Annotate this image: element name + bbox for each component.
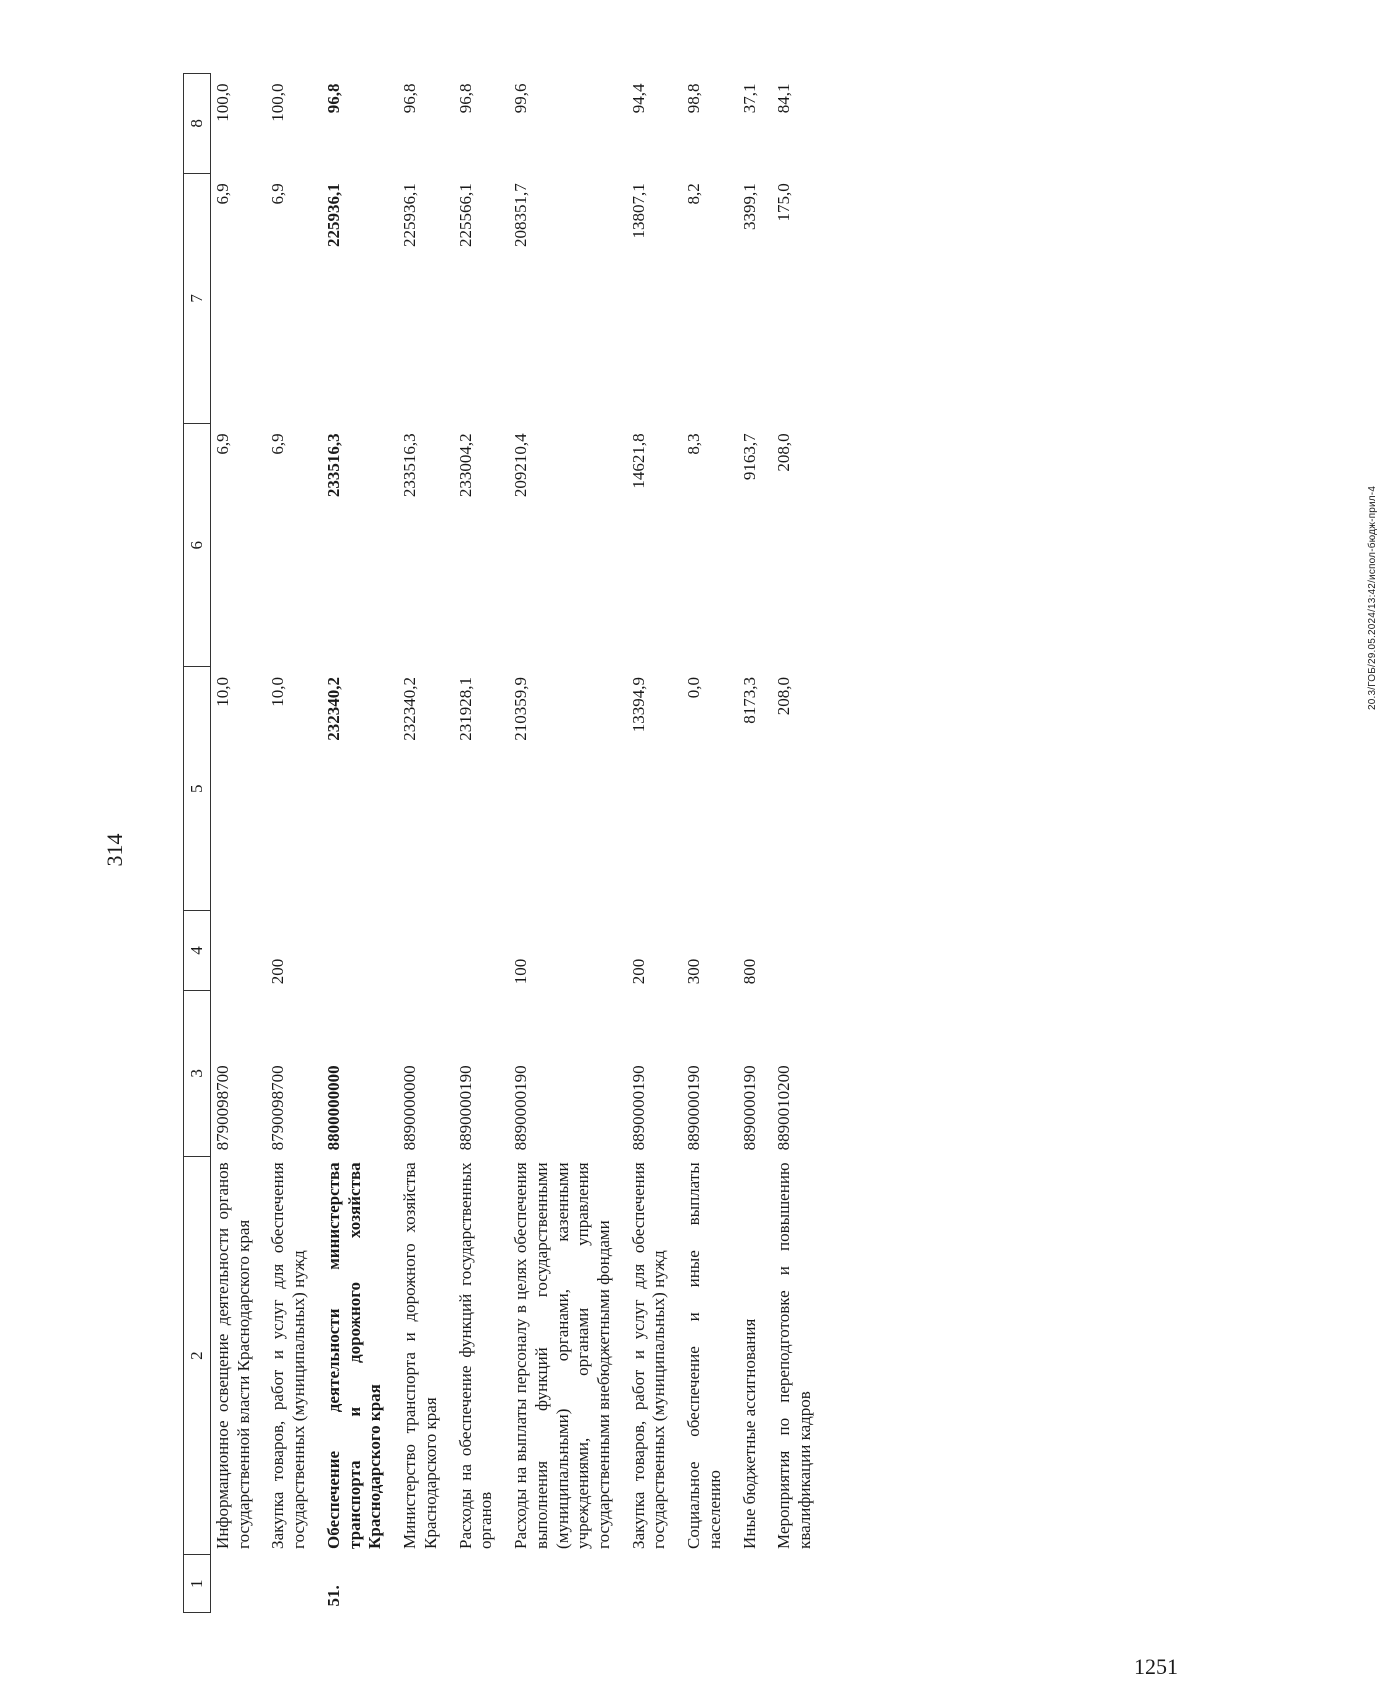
table-row <box>442 74 497 1613</box>
row-value-6: 6,9 <box>213 433 232 455</box>
row-value-7: 3399,1 <box>739 183 759 230</box>
table-body <box>184 74 816 1613</box>
header-cell: 2 <box>184 1156 211 1555</box>
row-code: 8800000000 <box>323 1065 343 1151</box>
row-number <box>442 1555 497 1613</box>
row-code: 8890000190 <box>511 1065 531 1151</box>
budget-table <box>183 73 816 1613</box>
row-code: 8890000190 <box>455 1065 475 1151</box>
row-name: Мероприятия по переподготовке и повышению квалификации кадров <box>774 1162 815 1549</box>
row-value-7: 13807,1 <box>628 183 648 239</box>
row-value-7: 6,9 <box>268 183 288 205</box>
row-value-8: 100,0 <box>213 83 232 122</box>
row-value-8: 96,8 <box>455 83 475 114</box>
row-value-7: 225566,1 <box>455 183 475 247</box>
table-row <box>670 74 725 1613</box>
row-number: 51. <box>323 1585 343 1607</box>
row-value-6: 9163,7 <box>739 433 759 481</box>
row-number <box>615 1555 670 1613</box>
row-value-5: 210359,9 <box>511 677 531 741</box>
row-code: 8790098700 <box>268 1065 288 1151</box>
header-cell: 3 <box>184 990 211 1156</box>
row-value-6: 233516,3 <box>400 433 420 498</box>
page-number: 314 <box>102 833 127 867</box>
row-code: 8890000000 <box>400 1065 420 1151</box>
row-value-6: 233516,3 <box>323 433 343 498</box>
document-number: 1251 <box>1134 1654 1178 1679</box>
row-value-5: 10,0 <box>213 677 232 707</box>
header-cell: 4 <box>184 911 211 991</box>
row-type: 200 <box>628 958 648 985</box>
row-value-8: 98,8 <box>684 83 704 114</box>
row-value-6: 14621,8 <box>628 433 648 489</box>
row-name: Социальное обеспечение и иные выплаты населению <box>684 1162 724 1549</box>
row-type: 200 <box>268 958 288 985</box>
row-name: Закупка товаров, работ и услуг для обеспечения государственных (муниципальных) нужд <box>628 1162 669 1549</box>
row-name: Министерство транспорта и дорожного хозяйства Краснодарского края <box>400 1162 440 1549</box>
row-value-6: 208,0 <box>774 433 794 472</box>
row-number <box>211 1555 255 1613</box>
row-number <box>670 1555 725 1613</box>
header-cell: 8 <box>184 74 211 174</box>
header-cell: 6 <box>184 423 211 667</box>
row-value-7: 208351,7 <box>511 183 531 247</box>
table-row <box>726 74 761 1613</box>
row-code: 8890000190 <box>739 1065 759 1151</box>
row-value-7: 175,0 <box>774 183 794 222</box>
row-value-5: 8173,3 <box>739 677 759 724</box>
table-row <box>760 74 815 1613</box>
row-value-7: 225936,1 <box>323 183 343 247</box>
header-cell: 7 <box>184 173 211 423</box>
row-type <box>211 911 255 991</box>
row-code: 8890010200 <box>774 1065 794 1151</box>
row-value-8: 84,1 <box>774 83 794 114</box>
header-cell: 5 <box>184 667 211 911</box>
row-value-7: 6,9 <box>213 183 232 205</box>
table-row <box>254 74 309 1613</box>
row-type <box>310 911 386 991</box>
row-name: Иные бюджетные ассигнования <box>739 1318 759 1549</box>
row-value-6: 8,3 <box>684 433 704 455</box>
table-row <box>386 74 441 1613</box>
row-value-8: 94,4 <box>628 83 648 114</box>
table-row <box>497 74 615 1613</box>
row-value-6: 233004,2 <box>455 433 475 498</box>
row-value-7: 225936,1 <box>400 183 420 247</box>
row-value-6: 6,9 <box>268 433 288 455</box>
row-value-6: 209210,4 <box>511 433 531 498</box>
row-name: Обеспечение деятельности министерства транспорта и дорожного хозяйства Краснодарского края <box>323 1162 385 1549</box>
row-type <box>386 911 441 991</box>
footer-code: 20.3/ГОБ/29.05.2024/13:42/испол-бюдж-прил-4 <box>1367 485 1378 710</box>
row-value-5: 231928,1 <box>455 677 475 741</box>
row-name: Расходы на выплаты персоналу в целях обеспечения выполнения функций государственными (муниципальными) органами, казенными учреждениями, органами управления государственными внебюджетными фондами <box>511 1162 614 1549</box>
row-type <box>760 911 815 991</box>
row-value-5: 232340,2 <box>323 677 343 741</box>
row-number <box>254 1555 309 1613</box>
header-cell: 1 <box>184 1555 211 1613</box>
row-name: Информационное освещение деятельности органов государственной власти Краснодарского края <box>213 1162 253 1549</box>
row-value-7: 8,2 <box>684 183 704 205</box>
row-name: Расходы на обеспечение функций государственных органов <box>455 1162 496 1549</box>
row-number <box>497 1555 615 1613</box>
table-row <box>211 74 255 1613</box>
row-number <box>386 1555 441 1613</box>
row-value-8: 99,6 <box>511 83 531 114</box>
row-value-5: 0,0 <box>684 677 704 699</box>
row-type: 100 <box>511 958 531 985</box>
row-value-8: 96,8 <box>400 83 420 114</box>
row-type <box>442 911 497 991</box>
row-code: 8890000190 <box>628 1065 648 1151</box>
table-row <box>615 74 670 1613</box>
row-value-5: 10,0 <box>268 677 288 707</box>
row-number <box>760 1555 815 1613</box>
rotated-table-container <box>183 73 1203 1613</box>
row-code: 8790098700 <box>213 1065 232 1151</box>
row-type: 300 <box>684 958 704 985</box>
header-row <box>184 74 211 1613</box>
row-value-5: 232340,2 <box>400 677 420 741</box>
row-number <box>726 1555 761 1613</box>
row-value-8: 100,0 <box>268 83 288 122</box>
table-row <box>310 74 386 1613</box>
row-name: Закупка товаров, работ и услуг для обеспечения государственных (муниципальных) нужд <box>268 1162 309 1549</box>
row-value-5: 13394,9 <box>628 677 648 733</box>
row-type: 800 <box>739 958 759 985</box>
row-value-8: 96,8 <box>323 83 343 114</box>
row-value-5: 208,0 <box>774 677 794 716</box>
row-value-8: 37,1 <box>739 83 759 114</box>
row-code: 8890000190 <box>684 1065 704 1151</box>
